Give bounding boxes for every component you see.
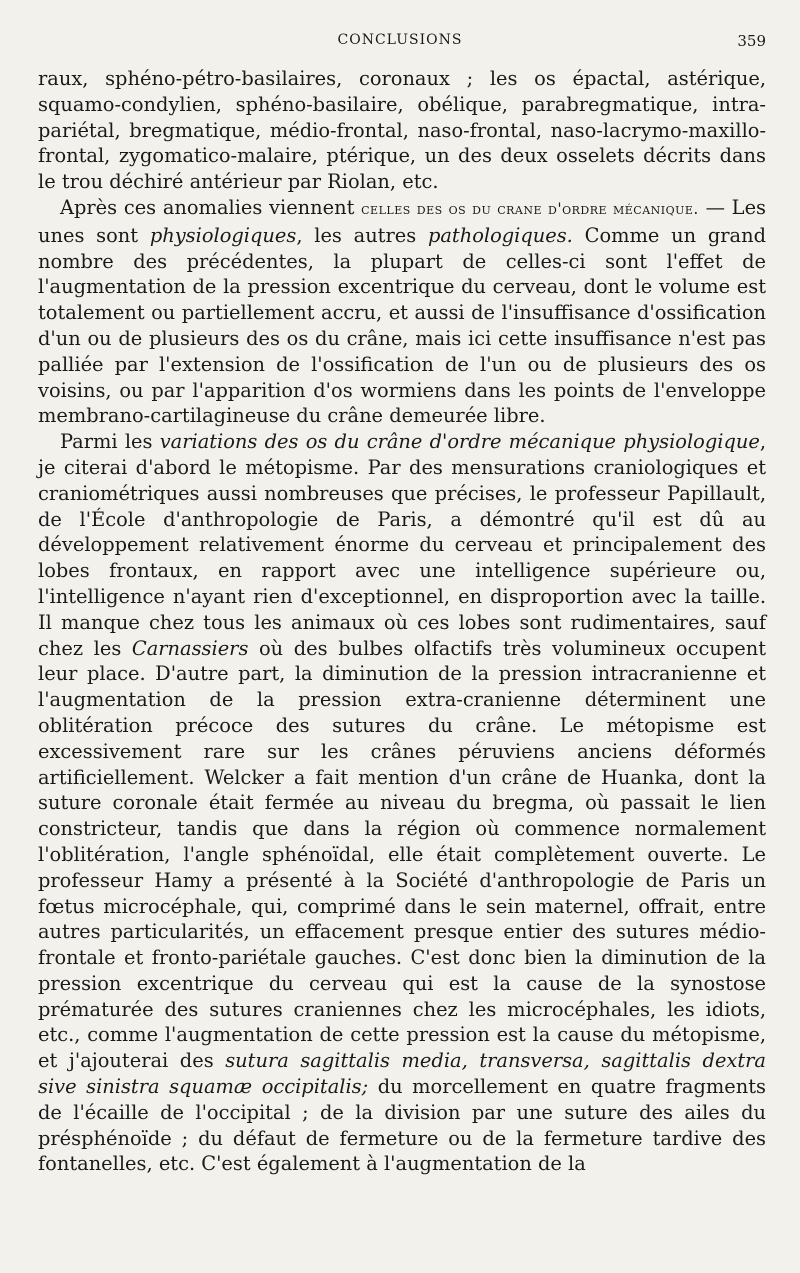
- paragraph-2-lead: Après ces anomalies viennent: [60, 195, 362, 219]
- italic-carnassiers: Carnassiers: [131, 636, 249, 660]
- italic-pathologiques: pathologiques.: [427, 223, 573, 247]
- section-heading-smallcaps: celles des os du crane d'ordre mécanique.: [361, 199, 699, 218]
- paragraph-3: [38, 429, 766, 1177]
- page-header: [0, 32, 800, 52]
- page-number: 359: [737, 32, 766, 50]
- body-text: [38, 66, 766, 1177]
- paragraph-3-mid: , je citerai d'abord le métopisme. Par des mensurations craniologiques et craniométriques aussi nombreuses que précises, le professeur Papillault, de l'École d'anthropologie de Paris, a démontré qu'il est dû au développement relativement énorme du cerveau et principalement des lobes frontaux, en rapport avec une intelligence supérieure ou, l'intelligence n'ayant rien d'exceptionnel, en disproportion avec la taille. Il manque chez tous les animaux où ces lobes sont rudimentaires, sauf chez les: [38, 430, 766, 660]
- paragraph-2-mid2: , les autres: [296, 223, 428, 247]
- paragraph-3-rest: du morcellement en quatre fragments de l'écaille de l'occipital ; de la division par une suture des ailes du présphénoïde ; du défaut de fermeture ou de la fermeture tardive des fontanelles, etc. C'est également à l'augmentation de la: [38, 1075, 767, 1176]
- paragraph-2-rest: Comme un grand nombre des précédentes, la plupart de celles-ci sont l'effet de l'augmentation de la pression excentrique du cerveau, dont le volume est totalement ou partiellement accru, et aussi de l'insuffisance d'ossification d'un ou de plusieurs des os du crâne, mais ici cette insuffisance n'est pas palliée par l'extension de l'ossification de l'un ou de plusieurs des os voisins, ou par l'apparition d'os wormiens dans les points de l'enveloppe membrano-cartilagineuse du crâne demeurée libre.: [38, 223, 767, 428]
- italic-sutura: sutura sagittalis media, transversa, sagittalis dextra sive sinistra squamæ occipitalis;: [38, 1049, 766, 1099]
- paragraph-2-mid: — Les unes sont: [38, 195, 766, 247]
- italic-variations: variations des os du crâne d'ordre mécanique physiologique: [159, 430, 760, 454]
- paragraph-2: [38, 195, 766, 429]
- paragraph-3-lead: Parmi les: [60, 430, 160, 454]
- italic-physiologiques: physiologiques: [149, 223, 297, 247]
- running-head: CONCLUSIONS: [337, 32, 463, 48]
- paragraph-1: raux, sphéno-pétro-basilaires, coronaux ; les os épactal, astérique, squamo-condylien, sphéno-basilaire, obélique, parabregmatique, intra-pariétal, bregmatique, médio-frontal, naso-frontal, naso-lacrymo-maxillo-frontal, zygomatico-malaire, ptérique, un des deux osselets décrits dans le trou déchiré antérieur par Riolan, etc.: [38, 67, 766, 194]
- paragraph-3-mid2: où des bulbes olfactifs très volumineux occupent leur place. D'autre part, la diminution de la pression intracranienne et l'augmentation de la pression extra-cranienne déterminent une oblitération précoce des sutures du crâne. Le métopisme est excessivement rare sur les crânes péruviens anciens déformés artificiellement. Welcker a fait mention d'un crâne de Huanka, dont la suture coronale était fermée au niveau du bregma, où passait le lien constricteur, tandis que dans la région où commence normalement l'oblitération, l'angle sphénoïdal, elle était complètement ouverte. Le professeur Hamy a présenté à la Société d'anthropologie de Paris un fœtus microcéphale, qui, comprimé dans le sein maternel, offrait, entre autres particularités, un effacement presque entier des sutures médio-frontale et fronto-pariétale gauches. C'est donc bien la diminution de la pression excentrique du cerveau qui est la cause de la synostose prématurée des sutures craniennes chez les microcéphales, les idiots, etc., comme l'augmentation de cette pression est la cause du métopisme, et j'ajouterai des: [38, 636, 766, 1073]
